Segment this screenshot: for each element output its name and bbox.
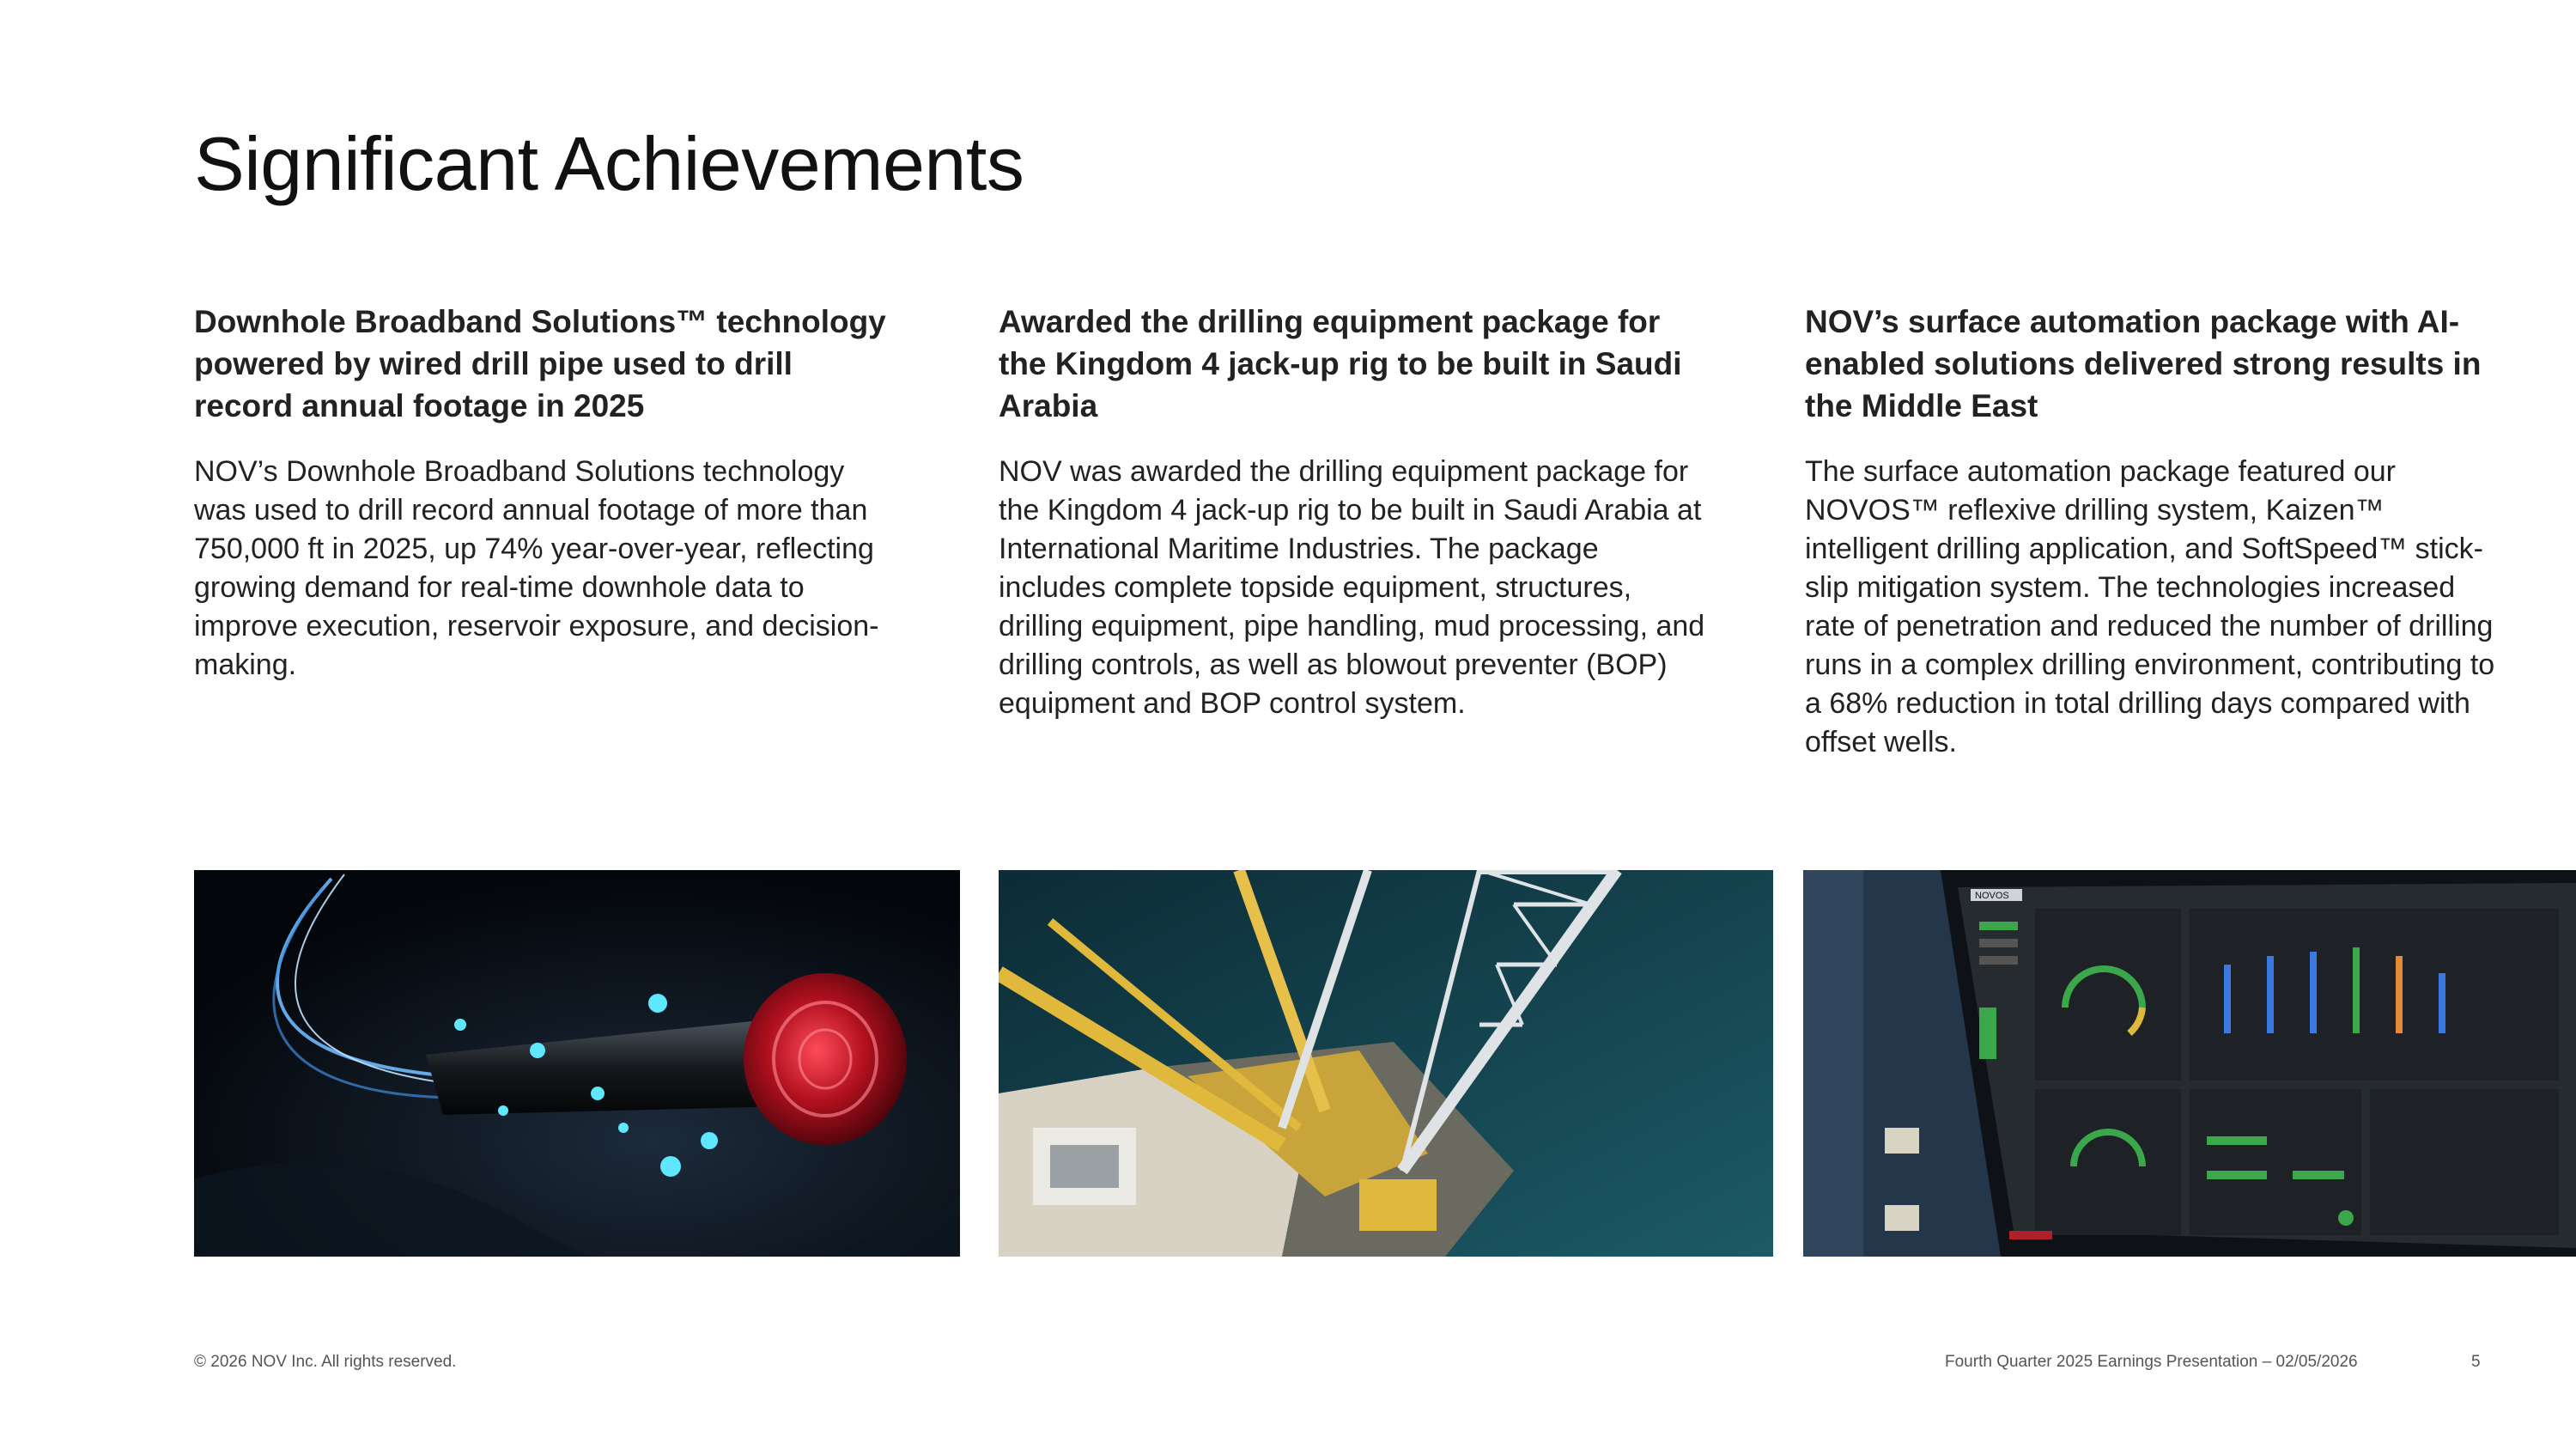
drill-bit-image: [194, 870, 960, 1257]
footer-copyright: © 2026 NOV Inc. All rights reserved.: [194, 1353, 457, 1371]
achievement-heading: NOV’s surface automation package with AI-enabled solutions delivered strong results in the Middle East: [1805, 304, 2482, 423]
novos-control-screen-photo-icon: [1803, 870, 2576, 1257]
achievement-body: NOV’s Downhole Broadband Solutions technology was used to drill record annual footage of more than 750,000 ft in 2025, up 74% year-over-year, reflecting growing demand for real-time downhole data to improve execution, reservoir exposure, and decision-making.: [194, 455, 879, 681]
rig-image: [999, 870, 1773, 1257]
page-number: 5: [2471, 1353, 2481, 1371]
achievement-body: The surface automation package featured our NOVOS™ reflexive drilling system, Kaizen™ intelligent drilling application, and SoftSpeed™ stick-slip mitigation system. The technologies increased rate of penetration and reduced the number of drilling runs in a complex drilling environment, contributing to a 68% reduction in total drilling days compared with offset wells.: [1805, 455, 2495, 758]
control-screen-image: [1803, 870, 2576, 1257]
footer-presentation-title: Fourth Quarter 2025 Earnings Presentation – 02/05/2026: [1945, 1353, 2358, 1371]
achievement-heading: Awarded the drilling equipment package for the Kingdom 4 jack-up rig to be built in Saudi Arabia: [999, 304, 1682, 423]
page-title: Significant Achievements: [194, 121, 1024, 206]
achievement-column-automation: [1805, 301, 2509, 762]
achievement-heading: Downhole Broadband Solutions™ technology powered by wired drill pipe used to drill record annual footage in 2025: [194, 304, 886, 423]
screen-brand-label: NOVOS: [1975, 891, 2009, 901]
jack-up-rig-aerial-photo-icon: [999, 870, 1773, 1257]
achievement-column-kingdom-rig: [999, 301, 1711, 723]
achievement-body: NOV was awarded the drilling equipment package for the Kingdom 4 jack-up rig to be built in Saudi Arabia at International Maritime Industries. The package includes complete topside equipment, structures, drilling equipment, pipe handling, mud processing, and drilling controls, as well as blowout preventer (BOP) equipment and BOP control system.: [999, 455, 1705, 720]
achievement-column-broadband: [194, 301, 898, 685]
drill-bit-illustration-icon: [194, 870, 960, 1257]
